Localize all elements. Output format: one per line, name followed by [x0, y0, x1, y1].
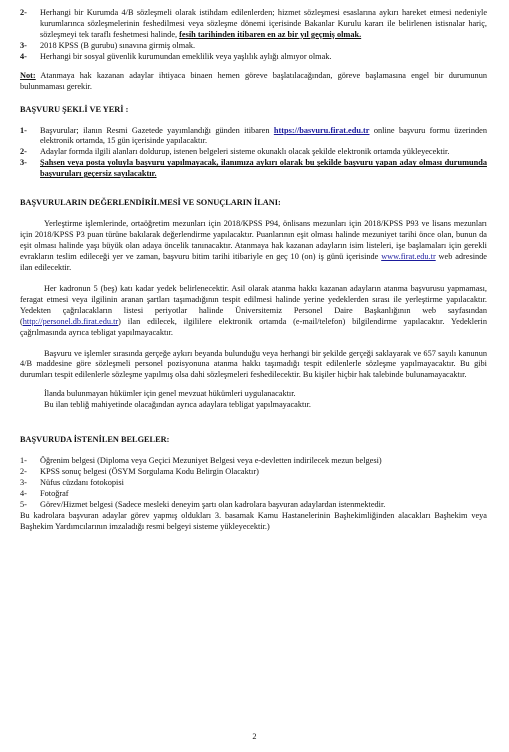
document-item-1 [20, 456, 487, 467]
item-text: Herhangi bir sosyal güvenlik kurumundan emeklilik veya yaşlılık aylığı almıyor olmak. [40, 51, 332, 61]
note-label: Not: [20, 70, 36, 80]
item-number: 3- [20, 478, 27, 487]
note-text: Atanmaya hak kazanan adaylar ihtiyaca binaen hemen göreve başlatılacağından, göreve başlamasına engel bir durumunun bulunmaması gerekir. [20, 70, 487, 91]
item-text: KPSS sonuç belgesi (ÖSYM Sorgulama Kodu Belirgin Olacaktır) [40, 467, 259, 477]
evaluation-paragraph-4: İlanda bulunmayan hükümler için genel mevzuat hükümleri uygulanacaktır. [44, 389, 296, 399]
page-number: 2 [252, 732, 257, 741]
paragraph-text-after: ) ilan edilecek, ilgililere elektronik ortamda (e-mail/telefon) bilgilendirme yapılacaktır. Yedeklerin çağrılmasında ayrıca tebligat yapılmayacaktır. [20, 316, 487, 337]
requirement-item-2 [20, 8, 487, 41]
item-text: Herhangi bir Kurumda 4/B sözleşmeli olarak istihdam edilenlerden; hizmet sözleşmesi esaslarına aykırı hareket etmesi nedeniyle kurumlarınca sözleşmelerinin feshedilmesi veya sözleşme dönemi içerisinde Bakanlar Kurulu kararı ile belirlenen istisnalar hariç, sözleşmeyi tek taraflı feshetmesi halinde, [40, 8, 487, 39]
paragraph-text: Yerleştirme işlemlerinde, ortaöğretim mezunları için 2018/KPSS P94, önlisans mezunları için 2018/KPSS P93 ve lisans mezunları için 2018/KPSS P3 puan türüne bakılarak değerlendirme yapılacaktır. Puanlarının eşit olması halinde mezuniyet tarihi önce olan, bunun da eşit olması halinde yaşı büyük olan adaya öncelik tanınacaktır. Atanmaya hak kazanan adayların isim listeleri, işe başlamaları için gerekli evrakların teslim edileceği yer ve zaman, başvuru bitim tarihi itibariyle en geç 10 (on) iş günü içerisinde [20, 219, 487, 261]
item-text: Başvurular; ilanın Resmi Gazetede yayımlandığı günden itibaren [40, 125, 274, 135]
basvuru-item-3 [20, 158, 487, 180]
documents-closing-note: Bu kadrolara başvuran adaylar görev yapmış oldukları 3. basamak Kamu Hastanelerinin Başhekimliğinden alacakları Başhekim veya Başhekim Yardımcılarının imzaladığı resmi belgeyi sisteme yükleyecektir.) [20, 510, 487, 531]
item-text: Nüfus cüzdanı fotokopisi [40, 478, 124, 487]
basvuru-item-1 [20, 126, 487, 148]
item-number: 2- [20, 147, 27, 157]
item-number: 3- [20, 40, 27, 50]
item-number: 1- [20, 125, 27, 135]
item-text: Şahsen veya posta yoluyla başvuru yapılmayacak, ilanımıza aykırı olarak bu şekilde başvuru yapan aday olması durumunda başvuruları geçersiz sayılacaktır. [40, 158, 487, 179]
evaluation-paragraph-1 [20, 219, 487, 274]
item-text-after: online başvuru formu üzerinden elektronik ortamda, 15 gün içerisinde yapılacaktır. [40, 125, 487, 146]
evaluation-paragraph-2 [20, 284, 487, 339]
document-item-2 [20, 467, 487, 478]
firat-website-link[interactable]: www.firat.edu.tr [381, 251, 436, 261]
section-heading-belgeler: BAŞVURUDA İSTENİLEN BELGELER: [20, 435, 170, 445]
requirement-item-4 [20, 52, 487, 63]
requirement-item-3 [20, 41, 487, 52]
section-heading-degerlendirme: BAŞVURULARIN DEĞERLENDİRİLMESİ VE SONUÇLARIN İLANI: [20, 198, 281, 208]
item-text: Adaylar formda ilgili alanları doldurup, istenen belgeleri sisteme okunaklı olacak şekilde elektronik ortamda yükleyecektir. [40, 147, 450, 157]
item-number: 4- [20, 51, 27, 61]
note-paragraph [20, 71, 487, 93]
required-documents-list [20, 456, 487, 533]
section-heading-basvuru: BAŞVURU ŞEKLİ VE YERİ : [20, 104, 129, 114]
item-number: 1- [20, 456, 27, 466]
document-item-4 [20, 489, 487, 500]
item-text: Görev/Hizmet belgesi (Sadece mesleki deneyim şartı olan kadrolara başvuran adaylardan istenmektedir. [40, 499, 386, 509]
paragraph-text: Her kadronun 5 (beş) katı kadar yedek belirlenecektir. Asil olarak atanma hakkı kazanan adayların atanma başvurusu yapmaması, feragat etmesi veya ilgilinin aranan şartları taşımadığının tespit edilmesi halinde yerine yedeklerden sırası ile yerleştirme yapılacaktır. Yedekten çağrılacakların listesi periyotlar halinde Üniversitemiz Personel Daire Başkanlığının web sayfasından ( [20, 283, 487, 326]
document-item-3 [20, 478, 487, 489]
paragraph-text-after: web adresinde ilan edilecektir. [20, 251, 487, 272]
item-text: Fotoğraf [40, 488, 69, 498]
item-number: 5- [20, 499, 27, 509]
item-number: 2- [20, 8, 27, 17]
basvuru-item-2 [20, 147, 487, 158]
evaluation-paragraph-5: Bu ilan tebliğ mahiyetinde olacağından ayrıca adaylara tebligat yapılmayacaktır. [44, 400, 312, 410]
item-text: 2018 KPSS (B gurubu) sınavına girmiş olmak. [40, 40, 196, 50]
item-number: 2- [20, 467, 27, 477]
evaluation-paragraph-3: Başvuru ve işlemler sırasında gerçeğe aykırı beyanda bulunduğu veya herhangi bir şekilde gerçeği saklayarak ve 657 sayılı kanunun 4/B maddesine göre sözleşmeli personel pozisyonuna atanma hakkı taşımadığı tespit edilenlerle sözleşme yapılmayacaktır. Bu gibi durumları tespit edilenlerle sözleşme yapılmış olsa dahi sözleşmeleri feshedilecektir. Bu kişiler hiçbir hak talebinde bulunamayacaktır. [20, 348, 487, 380]
document-item-5 [20, 500, 487, 511]
personnel-website-link[interactable]: http://personel.db.firat.edu.tr [22, 316, 119, 326]
application-link[interactable]: https://basvuru.firat.edu.tr [273, 125, 370, 135]
item-number: 4- [20, 488, 27, 498]
item-underlined-text: fesih tarihinden itibaren en az bir yıl geçmiş olmak. [179, 29, 362, 39]
item-number: 3- [20, 158, 27, 168]
item-text: Öğrenim belgesi (Diploma veya Geçici Mezuniyet Belgesi veya e-devletten indirilecek mezun belgesi) [40, 456, 382, 466]
